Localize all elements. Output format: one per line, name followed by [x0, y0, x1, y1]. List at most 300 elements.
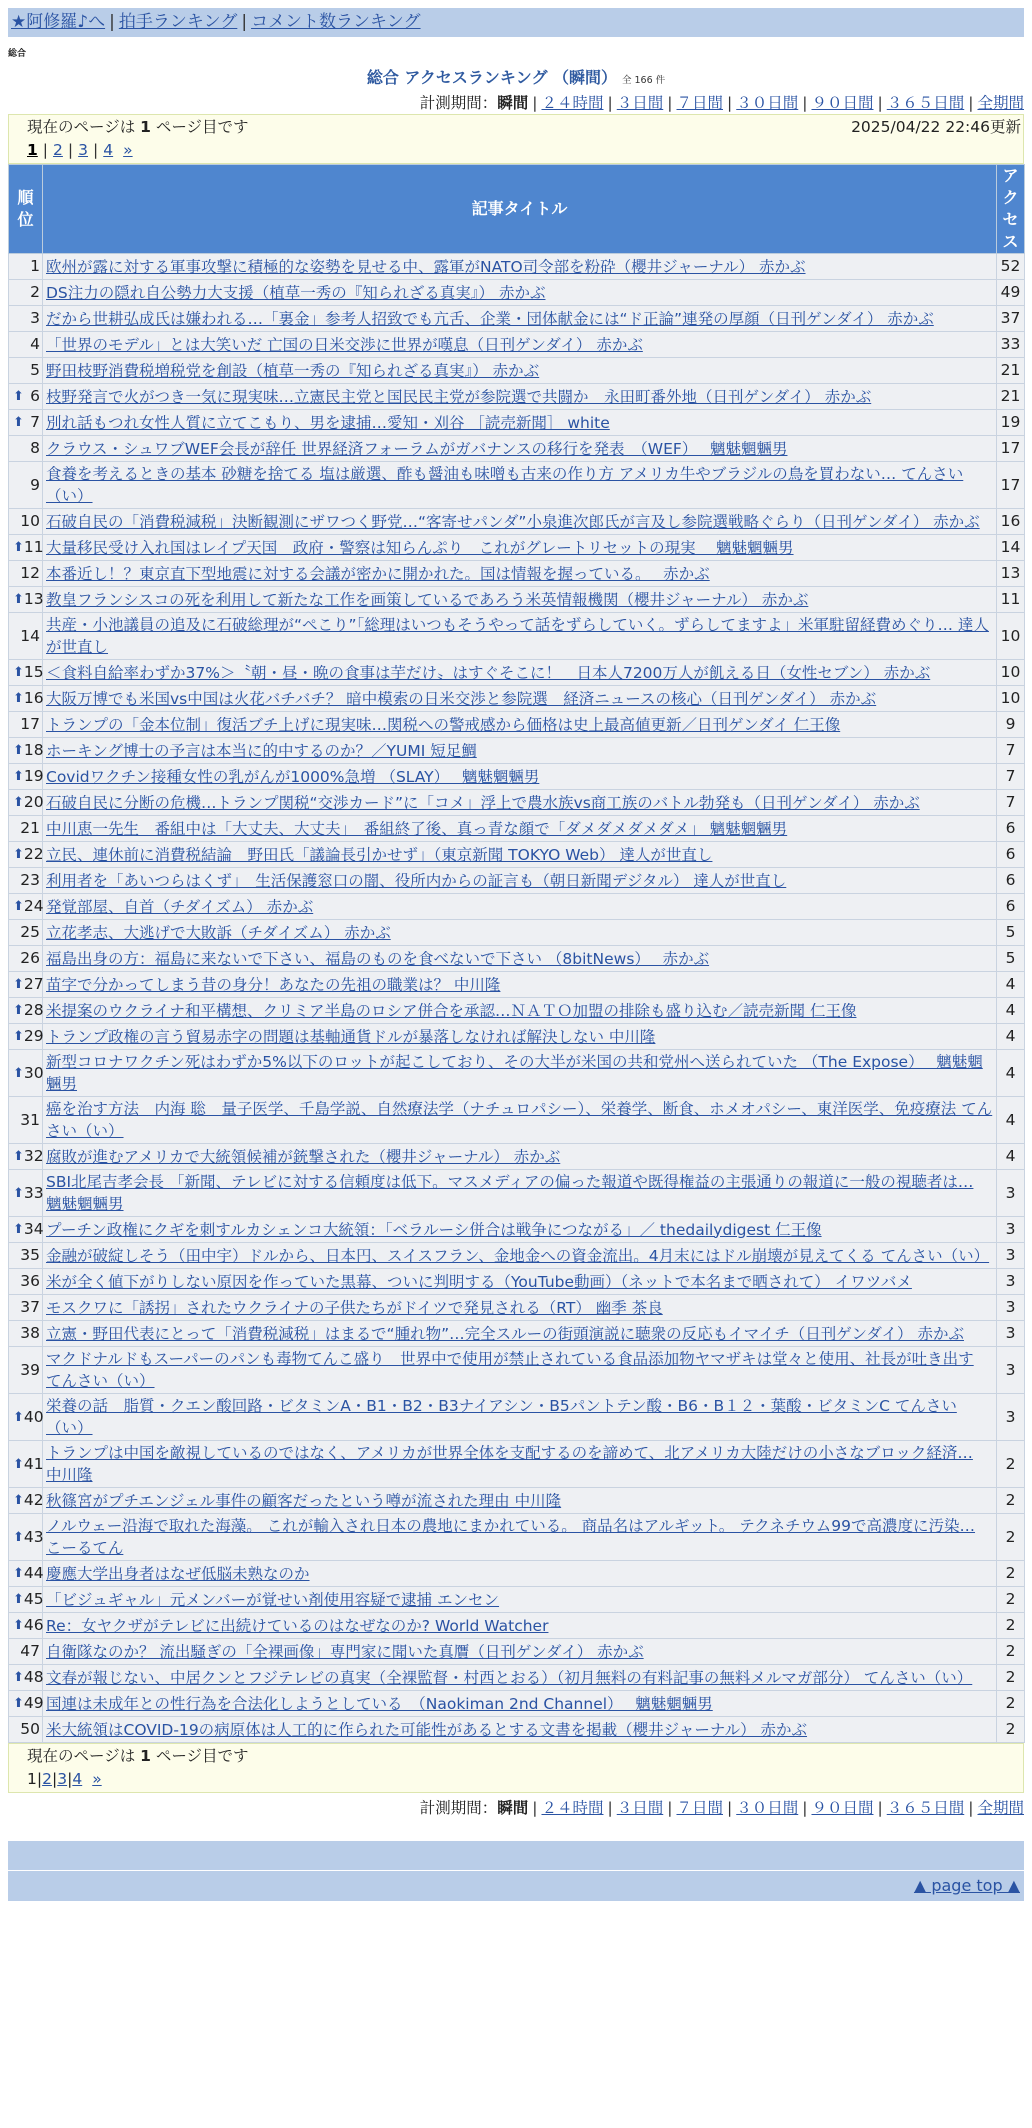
rank-cell: [9, 1269, 43, 1295]
period-separator: |: [727, 1799, 733, 1817]
page-link[interactable]: 4: [72, 1770, 83, 1788]
article-title-link[interactable]: 文春が報じない、中居クンとフジテレビの真実（全裸監督・村西とおる）（初月無料の有料記事の無料メルマガ部分） てんさい（い）: [46, 1668, 973, 1687]
title-cell: [43, 842, 997, 868]
table-row: [9, 868, 1025, 894]
period-option-link[interactable]: ９０日間: [811, 1799, 874, 1817]
access-count: 3: [997, 1217, 1025, 1243]
rank-up-arrow-icon: ⬆: [13, 389, 24, 404]
rank-number: 28: [23, 1001, 44, 1019]
table-row: [9, 842, 1025, 868]
table-row: [9, 738, 1025, 764]
table-row: [9, 1394, 1025, 1441]
period-separator: |: [802, 94, 808, 112]
title-cell: [43, 535, 997, 561]
article-title-link[interactable]: 大量移民受け入れ国はレイプ天国 政府・警察は知らんぷり これがグレートリセットの現実 魑魅魍魎男: [46, 538, 794, 557]
access-count: 52: [997, 254, 1025, 280]
article-title-link[interactable]: ＜食料自給率わずか37%＞〝朝・昼・晩の食事は芋だけ〟はすぐそこに！ 日本人7200万人が飢える日（女性セブン） 赤かぶ: [46, 663, 931, 682]
title-cell: [43, 686, 997, 712]
access-count: 2: [997, 1691, 1025, 1717]
access-count: 21: [997, 358, 1025, 384]
article-title-link[interactable]: 発覚部屋、自首（チダイズム） 赤かぶ: [46, 897, 314, 916]
rank-up-arrow-icon: ⬆: [13, 691, 24, 706]
article-title-link[interactable]: 自衛隊なのか？ 流出騒ぎの「全裸画像」専門家に聞いた真贋（日刊ゲンダイ） 赤かぶ: [46, 1642, 644, 1661]
title-cell: [43, 894, 997, 920]
page-separator: |: [51, 1770, 58, 1788]
table-row: [9, 790, 1025, 816]
table-row: [9, 332, 1025, 358]
rank-cell: [9, 686, 43, 712]
article-title-link[interactable]: マクドナルドもスーパーのパンも毒物てんこ盛り 世界中で使用が禁止されている食品添加物ヤマザキは堂々と使用、社長が吐き出す てんさい（い）: [46, 1350, 974, 1390]
rank-number: 2: [30, 283, 40, 301]
title-cell: [43, 1050, 997, 1097]
table-row: [9, 1295, 1025, 1321]
rank-up-arrow-icon: ⬆: [13, 847, 24, 862]
pagination: [27, 139, 1023, 162]
access-count: 6: [997, 894, 1025, 920]
rank-number: 47: [20, 1642, 40, 1660]
title-cell: [43, 1144, 997, 1170]
access-count: 6: [997, 816, 1025, 842]
rank-up-arrow-icon: ⬆: [13, 1618, 24, 1633]
rank-number: 35: [20, 1246, 40, 1264]
access-count: 21: [997, 384, 1025, 410]
rank-number: 1: [30, 257, 40, 275]
current-page-number: 1: [27, 141, 38, 159]
article-title-link[interactable]: 「ビジュギャル」元メンバーが覚せい剤使用容疑で逮捕 エンセン: [46, 1590, 500, 1609]
rank-number: 38: [20, 1324, 40, 1342]
rank-cell: [9, 1717, 43, 1743]
table-row: [9, 1488, 1025, 1514]
rank-column-header: 順位: [9, 165, 43, 254]
access-count: 7: [997, 764, 1025, 790]
article-title-link[interactable]: プーチン政権にクギを刺すルカシェンコ大統領：「ベラルーシ併合は戦争につながる」／ thedailydigest 仁王像: [46, 1220, 822, 1239]
rank-number: 21: [20, 819, 40, 837]
ranking-title: 総合 アクセスランキング （瞬間）: [366, 68, 618, 87]
access-count: 9: [997, 712, 1025, 738]
title-cell: [43, 1717, 997, 1743]
rank-up-arrow-icon: ⬆: [13, 665, 24, 680]
rank-number: 50: [20, 1720, 40, 1738]
title-cell: [43, 738, 997, 764]
period-separator: |: [607, 94, 613, 112]
comment-ranking-link[interactable]: コメント数ランキング: [251, 12, 421, 32]
rank-number: 19: [23, 767, 44, 785]
access-count: 2: [997, 1613, 1025, 1639]
title-column-header: 記事タイトル: [43, 165, 997, 254]
rank-number: 23: [20, 871, 40, 889]
rank-cell: [9, 816, 43, 842]
article-title-link[interactable]: DS注力の隠れ自公勢力大支援（植草一秀の『知られざる真実』） 赤かぶ: [46, 283, 546, 302]
table-row: [9, 306, 1025, 332]
article-title-link[interactable]: 利用者を「あいつらはくず」 生活保護窓口の闇、役所内からの証言も（朝日新聞デジタル） 達人が世直し: [46, 871, 787, 890]
rank-up-arrow-icon: ⬆: [13, 769, 24, 784]
article-title-link[interactable]: 石破自民に分断の危機…トランプ関税“交渉カード”に「コメ」浮上で農水族vs商工族のバトル勃発も（日刊ゲンダイ） 赤かぶ: [46, 793, 920, 812]
article-title-link[interactable]: Re：女ヤクザがテレビに出続けているのはなぜなのか? World Watcher: [46, 1616, 549, 1635]
rank-number: 41: [23, 1454, 44, 1473]
clap-ranking-link[interactable]: 拍手ランキング: [118, 12, 238, 32]
ranking-table: [8, 164, 1025, 1743]
table-row: [9, 561, 1025, 587]
access-count: 3: [997, 1321, 1025, 1347]
rank-cell: [9, 790, 43, 816]
access-column-header: アクセス: [997, 165, 1025, 254]
rank-number: 20: [23, 793, 44, 811]
rank-cell: [9, 436, 43, 462]
rank-number: 5: [30, 361, 40, 379]
access-count: 2: [997, 1488, 1025, 1514]
article-title-link[interactable]: クラウス・シュワブWEF会長が辞任 世界経済フォーラムがガバナンスの移行を発表 （WEF） 魑魅魍魎男: [46, 439, 788, 458]
period-separator: |: [727, 94, 733, 112]
rank-up-arrow-icon: ⬆: [13, 1065, 24, 1081]
article-title-link[interactable]: SBI北尾吉孝会長 「新聞、テレビに対する信頼度は低下。マスメディアの偏った報道や既得権益の主張通りの報道に一般の視聴者は… 魑魅魍魎男: [46, 1173, 974, 1213]
table-row: [9, 920, 1025, 946]
title-cell: [43, 1347, 997, 1394]
rank-cell: [9, 587, 43, 613]
period-option-link[interactable]: ３日間: [616, 1799, 664, 1817]
rank-number: 26: [20, 949, 40, 967]
title-cell: [43, 946, 997, 972]
rank-up-arrow-icon: ⬆: [13, 1409, 24, 1425]
rank-cell: [9, 410, 43, 436]
period-separator: |: [532, 1799, 538, 1817]
article-title-link[interactable]: トランプ政権の言う貿易赤字の問題は基軸通貨ドルが暴落しなければ解決しない 中川隆: [46, 1027, 656, 1046]
article-title-link[interactable]: ノルウェー沿海で取れた海藻。 これが輸入され日本の農地にまかれている。 商品名はアルギット。 テクネチウム99で高濃度に汚染… こーるてん: [46, 1517, 976, 1557]
table-row: [9, 1441, 1025, 1488]
access-count: 4: [997, 1024, 1025, 1050]
article-title-link[interactable]: 立花孝志、大逃げで大敗訴（チダイズム） 赤かぶ: [46, 923, 391, 942]
page-link[interactable]: 2: [42, 1770, 52, 1788]
article-title-link[interactable]: 福島出身の方：福島に来ないで下さい、福島のものを食べないで下さい （8bitNews） 赤かぶ: [46, 949, 710, 968]
title-cell: [43, 358, 997, 384]
access-count: 17: [997, 436, 1025, 462]
period-option-link[interactable]: ７日間: [676, 94, 723, 112]
title-cell: [43, 1691, 997, 1717]
rank-cell: [9, 561, 43, 587]
article-title-link[interactable]: 大阪万博でも米国vs中国は火花バチバチ？ 暗中模索の日米交渉と参院選 経済ニュースの核心（日刊ゲンダイ） 赤かぶ: [46, 689, 877, 708]
table-row: [9, 1691, 1025, 1717]
page-link[interactable]: 3: [78, 141, 89, 159]
rank-number: 7: [30, 413, 40, 431]
page-info-box-bottom: 現在のページは 1 ページ目です 1|2|3|4 »: [8, 1743, 1024, 1793]
rank-cell: [9, 280, 43, 306]
rank-number: 39: [20, 1360, 40, 1379]
rank-cell: [9, 1441, 43, 1488]
article-title-link[interactable]: 苗字で分かってしまう昔の身分！あなたの先祖の職業は？ 中川隆: [46, 975, 501, 994]
article-title-link[interactable]: モスクワに「誘拐」されたウクライナの子供たちがドイツで発見される（RT） 幽季 茶良: [46, 1298, 663, 1317]
period-option-link[interactable]: ３６５日間: [886, 1799, 965, 1817]
page-info-box: [8, 114, 1024, 164]
table-row: [9, 410, 1025, 436]
table-row: [9, 1024, 1025, 1050]
period-option-link[interactable]: ７日間: [676, 1799, 723, 1817]
table-row: [9, 1321, 1025, 1347]
article-title-link[interactable]: 立民、連休前に消費税結論 野田氏「議論長引かせず」（東京新聞 TOKYO Web） 達人が世直し: [46, 845, 713, 864]
table-row: [9, 764, 1025, 790]
article-title-link[interactable]: 「世界のモデル」とは大笑いだ 亡国の日米交渉に世界が嘆息（日刊ゲンダイ） 赤かぶ: [46, 335, 643, 354]
access-count: 4: [997, 1144, 1025, 1170]
period-option-link[interactable]: ３０日間: [736, 94, 799, 112]
table-row: [9, 1561, 1025, 1587]
table-row: [9, 254, 1025, 280]
nav-separator: |: [109, 12, 115, 32]
period-option-link[interactable]: ３日間: [616, 94, 664, 112]
article-title-link[interactable]: 本番近し！？東京直下型地震に対する会議が密かに開かれた。国は情報を握っている。 赤かぶ: [46, 564, 710, 583]
period-option-link[interactable]: ３６５日間: [886, 94, 965, 112]
title-cell: [43, 384, 997, 410]
nav-separator: |: [241, 12, 248, 32]
rank-number: 18: [23, 741, 44, 759]
title-cell: [43, 613, 997, 660]
article-title-link[interactable]: 米が全く値下がりしない原因を作っていた黒幕、ついに判明する（YouTube動画）（ネットで本名まで晒されて） イワツバメ: [46, 1272, 912, 1291]
article-title-link[interactable]: 癌を治す方法 内海 聡 量子医学、千島学説、自然療法学（ナチュロパシー）、栄養学、断食、ホメオパシー、東洋医学、免疫療法 てんさい（い）: [46, 1100, 993, 1140]
article-title-link[interactable]: 立憲・野田代表にとって「消費税減税」はまるで“腫れ物”…完全スルーの街頭演説に聴衆の反応もイマイチ（日刊ゲンダイ） 赤かぶ: [46, 1324, 964, 1343]
article-title-link[interactable]: 石破自民の「消費税減税」決断観測にザワつく野党…“客寄せパンダ”小泉進次郎氏が言及し参院選戦略ぐらり（日刊ゲンダイ） 赤かぶ: [46, 512, 980, 531]
access-count: 3: [997, 1269, 1025, 1295]
rank-up-arrow-icon: ⬆: [13, 1003, 24, 1018]
access-count: 10: [997, 613, 1025, 660]
access-count: 19: [997, 410, 1025, 436]
period-selector-bottom: [0, 1797, 1024, 1819]
rank-up-arrow-icon: ⬆: [13, 1696, 24, 1711]
table-row: [9, 1717, 1025, 1743]
rank-cell: [9, 306, 43, 332]
rank-up-arrow-icon: ⬆: [13, 1029, 24, 1044]
page-title: [0, 67, 1032, 92]
article-title-link[interactable]: 中川恵一先生 番組中は「大丈夫、大丈夫」 番組終了後、真っ青な顔で「ダメダメダメダメ」 魑魅魍魎男: [46, 819, 788, 838]
title-cell: [43, 1665, 997, 1691]
rank-up-arrow-icon: ⬆: [13, 743, 24, 758]
article-title-link[interactable]: 国連は未成年との性行為を合法化しようとしている （Naokiman 2nd Channel） 魑魅魍魎男: [46, 1694, 713, 1713]
period-option-link[interactable]: ２４時間: [541, 94, 604, 112]
rank-number: 14: [20, 626, 40, 645]
period-option-link[interactable]: 全期間: [977, 94, 1024, 112]
rank-cell: [9, 1394, 43, 1441]
rank-up-arrow-icon: ⬆: [13, 1185, 24, 1201]
title-cell: [43, 462, 997, 509]
access-count: 2: [997, 1639, 1025, 1665]
title-cell: [43, 1269, 997, 1295]
title-cell: [43, 1243, 997, 1269]
article-title-link[interactable]: 教皇フランシスコの死を利用して新たな工作を画策しているであろう米英情報機関（櫻井ジャーナル） 赤かぶ: [46, 590, 809, 609]
title-cell: [43, 1295, 997, 1321]
access-count: 11: [997, 587, 1025, 613]
rank-cell: [9, 868, 43, 894]
article-title-link[interactable]: 慶應大学出身者はなぜ低脳未熟なのか: [46, 1564, 310, 1583]
access-count: 4: [997, 1097, 1025, 1144]
rank-number: 46: [23, 1616, 44, 1634]
table-row: [9, 462, 1025, 509]
period-separator: |: [877, 94, 883, 112]
rank-number: 25: [20, 923, 40, 941]
rank-number: 9: [30, 475, 40, 494]
title-cell: [43, 1561, 997, 1587]
rank-number: 6: [30, 387, 40, 405]
rank-up-arrow-icon: ⬆: [13, 1493, 24, 1508]
page-link[interactable]: 3: [57, 1770, 68, 1788]
rank-cell: [9, 1639, 43, 1665]
title-cell: [43, 816, 997, 842]
article-title-link[interactable]: 別れ話もつれ女性人質に立てこもり、男を逮捕…愛知・刈谷 ［読売新聞］ white: [46, 413, 610, 432]
access-count: 2: [997, 1587, 1025, 1613]
rank-number: 32: [23, 1147, 44, 1165]
article-title-link[interactable]: 枝野発言で火がつき一気に現実味…立憲民主党と国民民主党が参院選で共闘か 永田町番外地（日刊ゲンダイ） 赤かぶ: [46, 387, 872, 406]
updated-timestamp: 2025/04/22 22:46更新: [851, 118, 1021, 136]
rank-cell: [9, 738, 43, 764]
access-count: 49: [997, 280, 1025, 306]
rank-cell: [9, 712, 43, 738]
title-cell: [43, 1170, 997, 1217]
article-title-link[interactable]: トランプは中国を敵視しているのではなく、アメリカが世界全体を支配するのを諦めて、北アメリカ大陸だけの小さなブロック経済… 中川隆: [46, 1444, 973, 1484]
rank-number: 4: [30, 335, 40, 353]
article-title-link[interactable]: 欧州が露に対する軍事攻撃に積極的な姿勢を見せる中、露軍がNATO司令部を粉砕（櫻井ジャーナル） 赤かぶ: [46, 257, 806, 276]
article-title-link[interactable]: 共産・小池議員の追及に石破総理が“ぺこり”「総理はいつもそうやって話をずらしていく。ずらしてますよ」米軍駐留経費めぐり… 達人が世直し: [46, 616, 989, 656]
table-row: [9, 1665, 1025, 1691]
period-selector: [0, 92, 1024, 114]
access-count: 10: [997, 686, 1025, 712]
title-cell: [43, 1639, 997, 1665]
rank-number: 24: [23, 897, 44, 915]
title-cell: [43, 1097, 997, 1144]
article-title-link[interactable]: ホーキング博士の予言は本当に的中するのか？／YUMI 短足鯛: [46, 741, 477, 760]
next-page-link[interactable]: »: [92, 1770, 102, 1788]
page-separator: |: [42, 141, 49, 159]
rank-number: 10: [20, 512, 40, 530]
rank-cell: [9, 920, 43, 946]
period-current: 瞬間: [497, 1799, 529, 1817]
access-count: 14: [997, 535, 1025, 561]
title-cell: [43, 587, 997, 613]
pagination-bottom: [27, 1768, 1023, 1791]
rank-cell: [9, 462, 43, 509]
title-cell: [43, 764, 997, 790]
next-page-link[interactable]: »: [123, 141, 133, 159]
table-row: [9, 436, 1025, 462]
table-row: [9, 894, 1025, 920]
table-row: [9, 280, 1025, 306]
rank-number: 49: [23, 1694, 44, 1712]
title-cell: [43, 1587, 997, 1613]
access-count: 37: [997, 306, 1025, 332]
table-row: [9, 1144, 1025, 1170]
rank-number: 33: [23, 1183, 44, 1202]
rank-cell: [9, 613, 43, 660]
rank-cell: [9, 1613, 43, 1639]
ashura-home-link[interactable]: ★阿修羅♪へ: [11, 12, 106, 32]
access-count: 3: [997, 1243, 1025, 1269]
rank-cell: [9, 1691, 43, 1717]
table-row: [9, 712, 1025, 738]
article-title-link[interactable]: だから世耕弘成氏は嫌われる…「裏金」参考人招致でも亢舌、企業・団体献金には“ド正論”連発の厚顔（日刊ゲンダイ） 赤かぶ: [46, 309, 934, 328]
rank-cell: [9, 1097, 43, 1144]
rank-number: 37: [20, 1298, 40, 1316]
rank-number: 22: [23, 845, 44, 863]
period-option-link[interactable]: ３０日間: [736, 1799, 799, 1817]
page-separator: |: [93, 141, 99, 159]
rank-up-arrow-icon: ⬆: [13, 977, 24, 992]
table-row: [9, 1514, 1025, 1561]
period-option-link[interactable]: 全期間: [977, 1799, 1024, 1817]
rank-cell: [9, 972, 43, 998]
page-link[interactable]: 2: [53, 141, 63, 159]
access-count: 6: [997, 842, 1025, 868]
table-row: [9, 509, 1025, 535]
access-count: 2: [997, 1561, 1025, 1587]
rank-cell: [9, 1050, 43, 1097]
article-title-link[interactable]: トランプの「金本位制」復活ブチ上げに現実味…関税への警戒感から価格は史上最高値更新／日刊ゲンダイ 仁王像: [46, 715, 841, 734]
article-title-link[interactable]: 金融が破綻しそう（田中宇）ドルから、日本円、スイスフラン、金地金への資金流出。4月末にはドル崩壊が見えてくる てんさい（い）: [46, 1246, 990, 1265]
page-link[interactable]: 4: [103, 141, 114, 159]
rank-number: 3: [30, 309, 40, 327]
top-nav-bar: [8, 8, 1024, 37]
table-row: [9, 1217, 1025, 1243]
table-row: [9, 384, 1025, 410]
table-row: [9, 1050, 1025, 1097]
rank-number: 48: [23, 1668, 44, 1686]
rank-cell: [9, 1514, 43, 1561]
title-cell: [43, 712, 997, 738]
access-count: 2: [997, 1441, 1025, 1488]
access-count: 3: [997, 1394, 1025, 1441]
article-title-link[interactable]: 新型コロナワクチン死はわずか5%以下のロットが起こしており、その大半が米国の共和党州へ送られていた （The Expose） 魑魅魍魎男: [46, 1053, 983, 1093]
period-separator: |: [532, 94, 538, 112]
table-row: [9, 660, 1025, 686]
category-label: 総合: [8, 49, 27, 59]
rank-number: 45: [23, 1590, 44, 1608]
table-row: [9, 1639, 1025, 1665]
page-top-link[interactable]: ▲ page top ▲: [913, 1876, 1020, 1895]
current-page-number: 1: [27, 1770, 37, 1788]
rank-cell: [9, 1561, 43, 1587]
footer-bar-bottom: [8, 1871, 1024, 1901]
article-title-link[interactable]: 野田枝野消費税増税党を創設（植草一秀の『知られざる真実』） 赤かぶ: [46, 361, 540, 380]
rank-number: 42: [23, 1491, 44, 1509]
article-title-link[interactable]: 栄養の話 脂質・クエン酸回路・ビタミンA・B1・B2・B3ナイアシン・B5パントテン酸・B6・B１２・葉酸・ビタミンC てんさい（い）: [46, 1397, 957, 1437]
access-count: 3: [997, 1347, 1025, 1394]
footer-bar: [8, 1841, 1024, 1870]
access-count: 33: [997, 332, 1025, 358]
rank-cell: [9, 1587, 43, 1613]
title-cell: [43, 410, 997, 436]
access-count: 4: [997, 1050, 1025, 1097]
period-option-link[interactable]: ９０日間: [811, 94, 874, 112]
table-row: [9, 816, 1025, 842]
rank-cell: [9, 1144, 43, 1170]
access-count: 3: [997, 1295, 1025, 1321]
rank-cell: [9, 660, 43, 686]
period-option-link[interactable]: ２４時間: [541, 1799, 604, 1817]
period-separator: |: [667, 94, 673, 112]
rank-cell: [9, 998, 43, 1024]
title-cell: [43, 254, 997, 280]
rank-number: 15: [23, 663, 44, 681]
article-title-link[interactable]: 腐敗が進むアメリカで大統領候補が銃撃された（櫻井ジャーナル） 赤かぶ: [46, 1147, 561, 1166]
article-title-link[interactable]: 米提案のウクライナ和平構想、クリミア半島のロシア併合を承認…ＮＡＴＯ加盟の排除も盛り込む／読売新聞 仁王像: [46, 1001, 857, 1020]
rank-up-arrow-icon: ⬆: [13, 1222, 24, 1237]
access-count: 4: [997, 972, 1025, 998]
access-count: 2: [997, 1717, 1025, 1743]
item-count: 全 166 件: [621, 75, 666, 86]
rank-number: 43: [23, 1527, 44, 1546]
article-title-link[interactable]: Covidワクチン接種女性の乳がんが1000%急増 （SLAY） 魑魅魍魎男: [46, 767, 540, 786]
title-cell: [43, 1321, 997, 1347]
rank-up-arrow-icon: ⬆: [13, 1456, 24, 1472]
title-cell: [43, 332, 997, 358]
article-title-link[interactable]: 米大統領はCOVID-19の病原体は人工的に作られた可能性があるとする文書を掲載（櫻井ジャーナル） 赤かぶ: [46, 1720, 808, 1739]
article-title-link[interactable]: 秋篠宮がプチエンジェル事件の顧客だったという噂が流された理由 中川隆: [46, 1491, 562, 1510]
article-title-link[interactable]: 食養を考えるときの基本 砂糖を捨てる 塩は厳選、酢も醤油も味噌も古来の作り方 アメリカ牛やブラジルの鳥を買わない… てんさい（い）: [46, 465, 964, 505]
rank-cell: [9, 1295, 43, 1321]
title-cell: [43, 920, 997, 946]
